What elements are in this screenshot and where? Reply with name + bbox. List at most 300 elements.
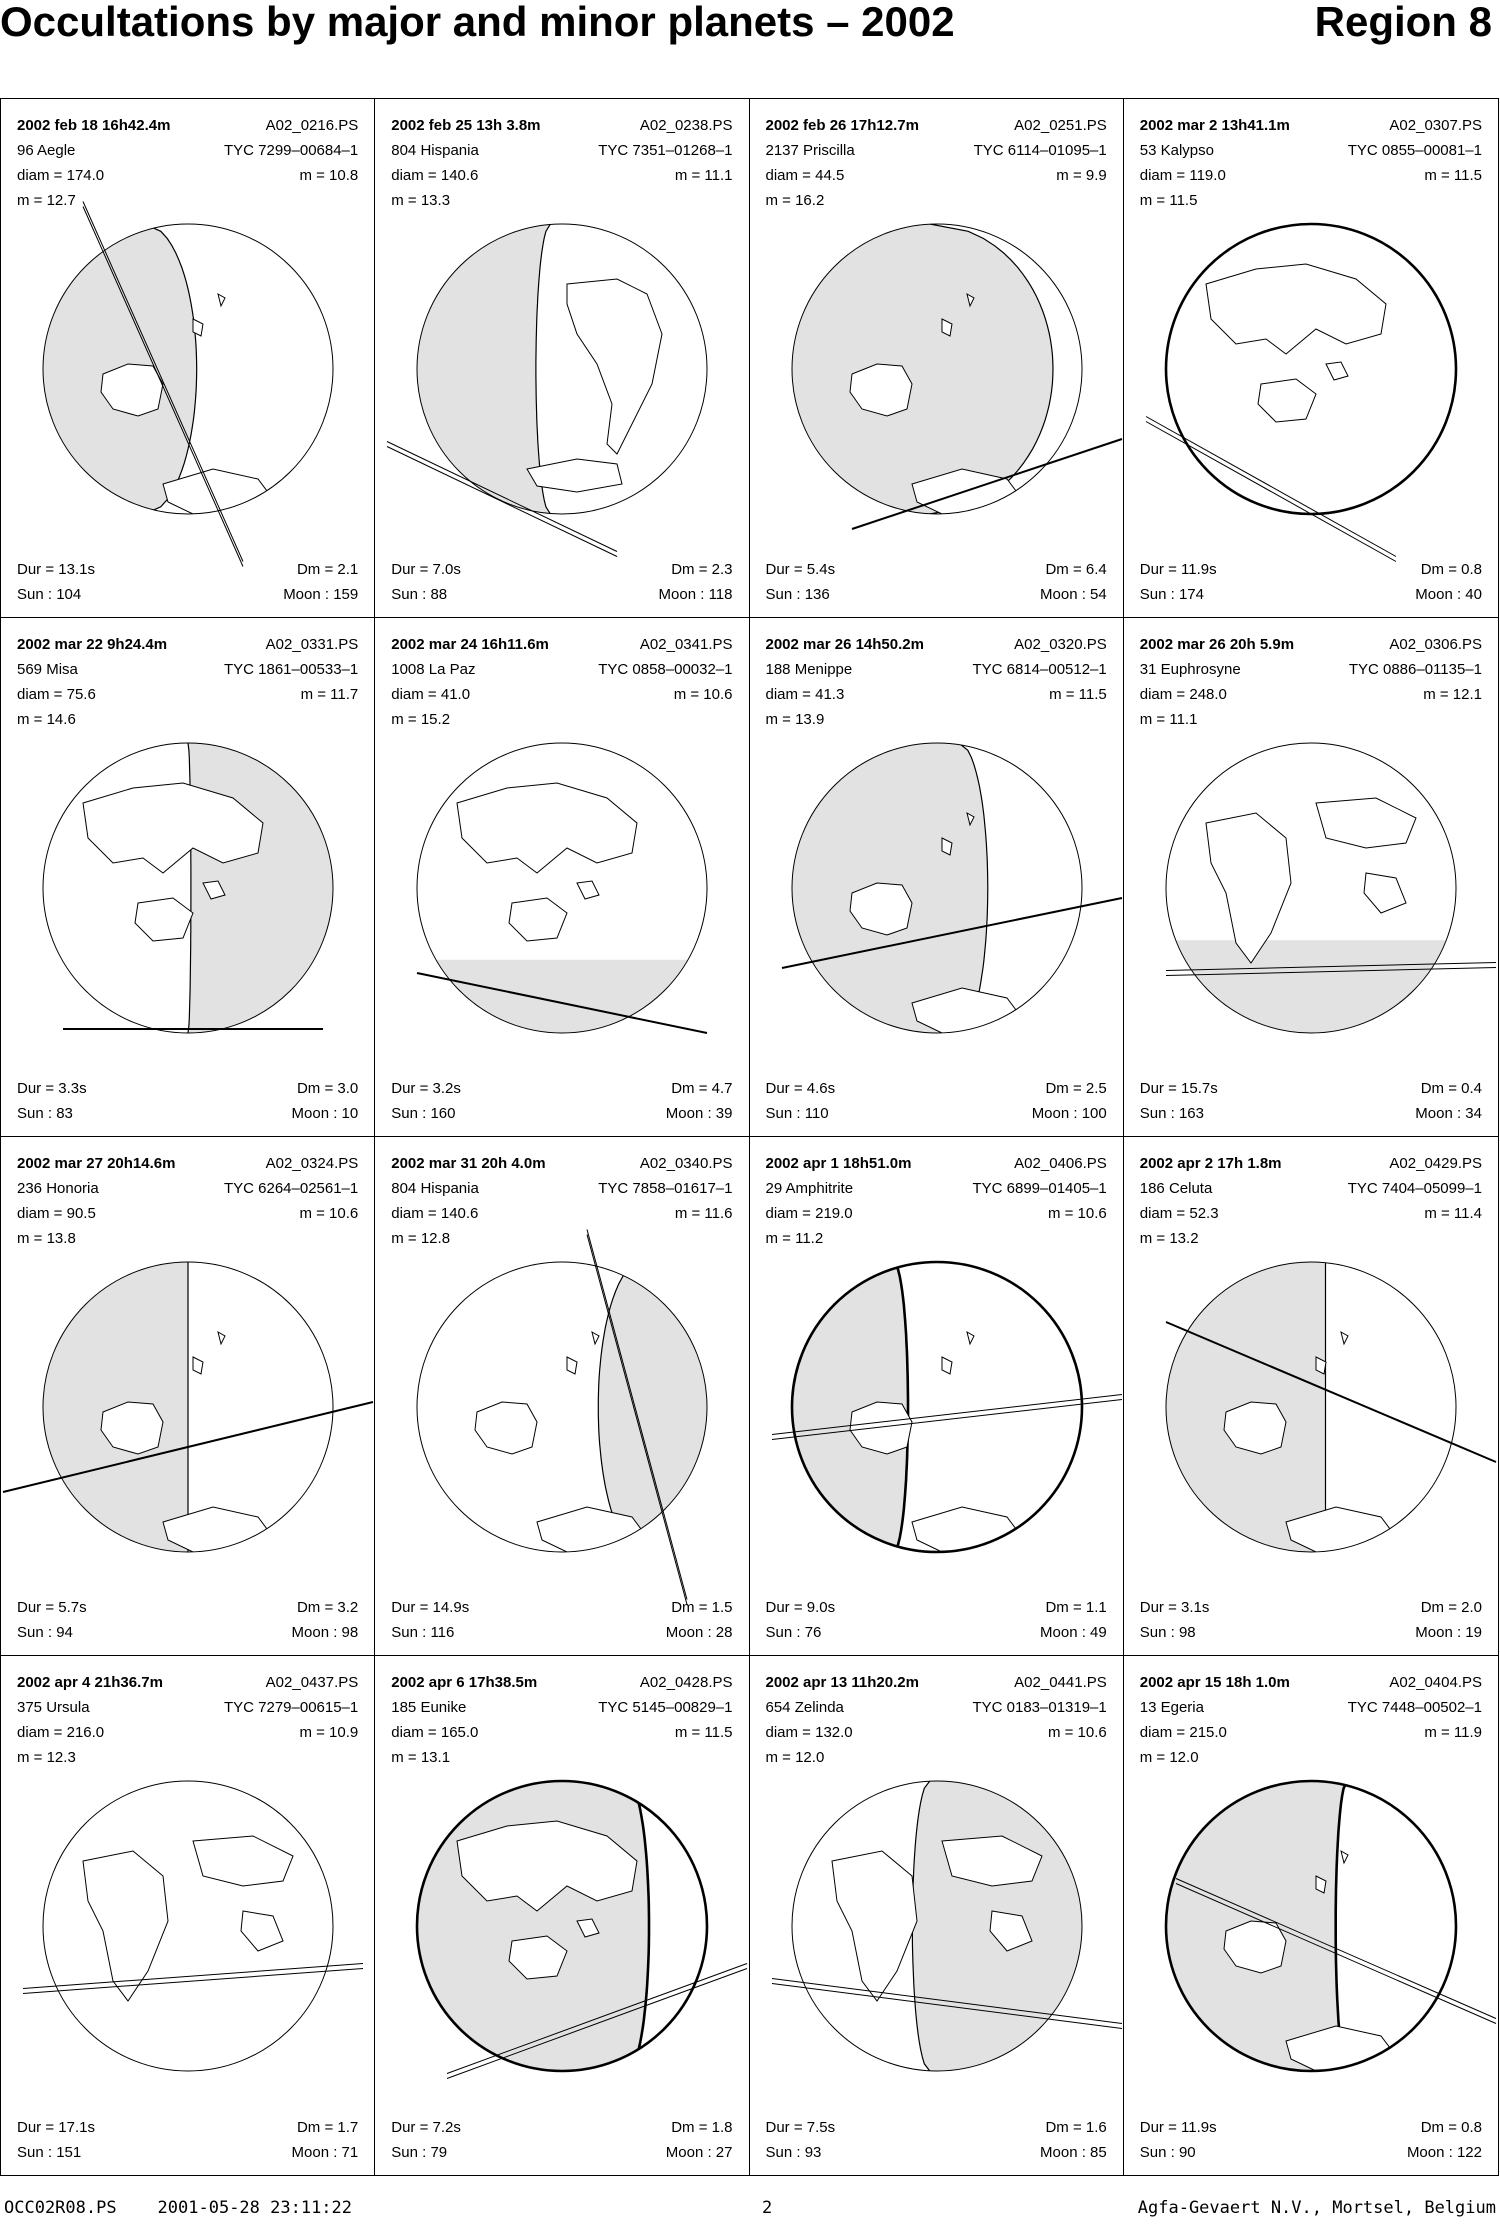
magnitude-drop: Dm = 2.5 xyxy=(1045,1080,1107,1097)
info-row xyxy=(766,117,1107,135)
shadow-track-line xyxy=(1146,422,1396,562)
info-row xyxy=(766,1724,1107,1742)
star-id: TYC 6114–01095–1 xyxy=(973,142,1107,159)
globe-diagram xyxy=(1166,224,1456,514)
asteroid-name: 96 Aegle xyxy=(17,142,76,159)
globe-container xyxy=(1166,224,1456,514)
info-row xyxy=(766,1080,1107,1098)
info-row xyxy=(391,1230,732,1248)
info-row xyxy=(391,1205,732,1223)
globe-diagram xyxy=(417,1781,707,2071)
info-row xyxy=(766,1624,1107,1642)
asteroid-magnitude: m = 12.0 xyxy=(1139,1749,1199,1766)
globe-diagram xyxy=(43,224,333,514)
info-row xyxy=(17,686,358,704)
globe-container xyxy=(1166,743,1456,1033)
event-file: A02_0428.PS xyxy=(639,1674,733,1691)
info-row xyxy=(766,636,1107,654)
globe-container xyxy=(792,743,1082,1033)
info-row xyxy=(17,142,358,160)
info-row xyxy=(391,1080,732,1098)
magnitude-drop: Dm = 2.1 xyxy=(296,561,359,578)
info-row xyxy=(17,1624,358,1642)
star-magnitude: m = 11.4 xyxy=(1424,1205,1482,1222)
info-row xyxy=(391,117,732,135)
info-row xyxy=(1140,1080,1482,1098)
info-row xyxy=(1140,192,1482,210)
duration: Dur = 7.2s xyxy=(391,2119,461,2136)
info-row xyxy=(1140,1155,1482,1173)
footer-publisher: Agfa-Gevaert N.V., Mortsel, Belgium xyxy=(1137,2198,1496,2218)
asteroid-name: 804 Hispania xyxy=(391,142,479,159)
star-magnitude: m = 11.5 xyxy=(1049,686,1107,703)
occultation-panel xyxy=(1,1656,375,2175)
moon-elongation: Moon : 100 xyxy=(1031,1105,1107,1122)
asteroid-magnitude: m = 11.1 xyxy=(1139,711,1198,728)
moon-elongation: Moon : 28 xyxy=(665,1624,733,1641)
asteroid-name: 375 Ursula xyxy=(17,1699,90,1716)
globe-container xyxy=(792,1781,1082,2071)
asteroid-magnitude: m = 13.3 xyxy=(391,192,451,209)
event-file: A02_0307.PS xyxy=(1389,117,1482,134)
asteroid-name: 654 Zelinda xyxy=(765,1699,844,1716)
info-row xyxy=(17,586,358,604)
landmass-outline xyxy=(577,881,599,899)
event-datetime: 2002 mar 24 16h11.6m xyxy=(391,636,549,653)
landmass-outline xyxy=(218,1332,225,1344)
info-row xyxy=(391,1155,732,1173)
asteroid-name: 185 Eunike xyxy=(391,1699,467,1716)
duration: Dur = 3.1s xyxy=(1139,1599,1210,1616)
star-magnitude: m = 10.6 xyxy=(1047,1205,1107,1222)
globe-diagram xyxy=(417,743,707,1033)
info-row xyxy=(766,661,1107,679)
info-row xyxy=(391,1699,732,1717)
asteroid-name: 236 Honoria xyxy=(17,1180,99,1197)
info-row xyxy=(1140,1205,1482,1223)
asteroid-magnitude: m = 16.2 xyxy=(765,192,825,209)
duration: Dur = 4.6s xyxy=(765,1080,836,1097)
duration: Dur = 17.1s xyxy=(17,2119,95,2136)
sun-elongation: Sun : 93 xyxy=(765,2144,822,2161)
occultation-panel xyxy=(750,1137,1124,1656)
event-file: A02_0341.PS xyxy=(639,636,733,653)
landmass-outline xyxy=(193,1357,203,1374)
globe-diagram xyxy=(43,743,333,1033)
duration: Dur = 11.9s xyxy=(1139,2119,1217,2136)
star-id: TYC 6899–01405–1 xyxy=(972,1180,1107,1197)
asteroid-diameter: diam = 248.0 xyxy=(1139,686,1227,703)
landmass-outline xyxy=(592,1332,599,1344)
event-datetime: 2002 mar 27 20h14.6m xyxy=(17,1155,176,1172)
duration: Dur = 15.7s xyxy=(1139,1080,1218,1097)
landmass-outline xyxy=(241,1911,283,1951)
info-row xyxy=(391,142,732,160)
info-row xyxy=(1140,686,1482,704)
asteroid-magnitude: m = 11.2 xyxy=(765,1230,824,1247)
asteroid-diameter: diam = 52.3 xyxy=(1139,1205,1219,1222)
asteroid-diameter: diam = 165.0 xyxy=(391,1724,479,1741)
landmass-outline xyxy=(567,1357,577,1374)
star-magnitude: m = 10.6 xyxy=(1047,1724,1107,1741)
magnitude-drop: Dm = 4.7 xyxy=(671,1080,733,1097)
info-row xyxy=(1140,661,1482,679)
landmass-outline xyxy=(1341,1851,1348,1863)
asteroid-name: 2137 Priscilla xyxy=(765,142,855,159)
globe-diagram xyxy=(43,1262,333,1552)
asteroid-diameter: diam = 174.0 xyxy=(17,167,105,184)
star-magnitude: m = 11.5 xyxy=(674,1724,733,1741)
globe-diagram xyxy=(792,743,1082,1033)
moon-elongation: Moon : 39 xyxy=(665,1105,733,1122)
event-file: A02_0306.PS xyxy=(1389,636,1482,653)
globe-outline xyxy=(43,1781,333,2071)
info-row xyxy=(766,1230,1107,1248)
star-id: TYC 0886–01135–1 xyxy=(1348,661,1482,678)
globe-diagram xyxy=(792,1262,1082,1552)
info-row xyxy=(766,1749,1107,1767)
moon-elongation: Moon : 10 xyxy=(291,1105,359,1122)
info-row xyxy=(1140,1624,1482,1642)
occultation-panel xyxy=(750,1656,1124,2175)
occultation-panel xyxy=(375,618,749,1137)
asteroid-diameter: diam = 216.0 xyxy=(17,1724,105,1741)
event-datetime: 2002 mar 26 14h50.2m xyxy=(765,636,924,653)
globe-diagram xyxy=(792,1781,1082,2071)
event-file: A02_0441.PS xyxy=(1014,1674,1107,1691)
info-row xyxy=(17,1674,358,1692)
info-row xyxy=(391,1624,732,1642)
info-row xyxy=(766,1205,1107,1223)
event-file: A02_0324.PS xyxy=(265,1155,359,1172)
page-footer xyxy=(0,2198,1500,2220)
occultation-panel xyxy=(750,99,1124,618)
asteroid-name: 186 Celuta xyxy=(1139,1180,1213,1197)
magnitude-drop: Dm = 0.8 xyxy=(1420,2119,1482,2136)
sun-elongation: Sun : 98 xyxy=(1139,1624,1196,1641)
asteroid-diameter: diam = 215.0 xyxy=(1139,1724,1227,1741)
moon-elongation: Moon : 34 xyxy=(1415,1105,1482,1122)
star-magnitude: m = 10.8 xyxy=(299,167,359,184)
info-row xyxy=(391,711,732,729)
info-row xyxy=(391,2144,732,2162)
star-magnitude: m = 10.9 xyxy=(299,1724,359,1741)
asteroid-magnitude: m = 11.5 xyxy=(1139,192,1198,209)
occultation-panel xyxy=(375,1656,749,2175)
magnitude-drop: Dm = 1.5 xyxy=(671,1599,733,1616)
footer-page-number: 2 xyxy=(762,2198,773,2218)
info-row xyxy=(1140,2144,1482,2162)
info-row xyxy=(17,2144,358,2162)
star-magnitude: m = 10.6 xyxy=(673,686,733,703)
asteroid-diameter: diam = 219.0 xyxy=(765,1205,853,1222)
event-datetime: 2002 feb 26 17h12.7m xyxy=(765,117,919,134)
info-row xyxy=(391,1105,732,1123)
info-row xyxy=(766,1674,1107,1692)
info-row xyxy=(766,1155,1107,1173)
occultation-panel xyxy=(1124,618,1498,1137)
event-file: A02_0331.PS xyxy=(265,636,359,653)
info-row xyxy=(1140,2119,1482,2137)
duration: Dur = 5.7s xyxy=(17,1599,87,1616)
info-row xyxy=(766,142,1107,160)
star-id: TYC 5145–00829–1 xyxy=(598,1699,733,1716)
info-row xyxy=(1140,1724,1482,1742)
landmass-outline xyxy=(1326,362,1348,380)
info-row xyxy=(17,1155,358,1173)
info-row xyxy=(391,561,732,579)
star-magnitude: m = 11.7 xyxy=(300,686,359,703)
asteroid-diameter: diam = 44.5 xyxy=(765,167,845,184)
info-row xyxy=(17,1180,358,1198)
info-row xyxy=(766,2119,1107,2137)
landmass-outline xyxy=(832,1851,917,2001)
globe-diagram xyxy=(43,1781,333,2071)
info-row xyxy=(766,711,1107,729)
globe-container xyxy=(1166,1262,1456,1552)
info-row xyxy=(1140,1749,1482,1767)
event-file: A02_0251.PS xyxy=(1014,117,1107,134)
duration: Dur = 5.4s xyxy=(765,561,836,578)
magnitude-drop: Dm = 2.3 xyxy=(671,561,733,578)
info-row xyxy=(17,1599,358,1617)
globe-container xyxy=(417,1781,707,2071)
event-file: A02_0429.PS xyxy=(1389,1155,1482,1172)
asteroid-diameter: diam = 75.6 xyxy=(17,686,96,703)
moon-elongation: Moon : 118 xyxy=(658,586,733,603)
info-row xyxy=(391,192,732,210)
magnitude-drop: Dm = 0.8 xyxy=(1420,561,1482,578)
star-id: TYC 0183–01319–1 xyxy=(972,1699,1107,1716)
occultation-panel xyxy=(1124,1656,1498,2175)
magnitude-drop: Dm = 3.0 xyxy=(296,1080,359,1097)
info-row xyxy=(1140,586,1482,604)
info-row xyxy=(766,192,1107,210)
landmass-outline xyxy=(967,1332,974,1344)
moon-elongation: Moon : 49 xyxy=(1040,1624,1107,1641)
asteroid-magnitude: m = 14.6 xyxy=(17,711,76,728)
moon-elongation: Moon : 19 xyxy=(1415,1624,1482,1641)
landmass-outline xyxy=(509,898,567,941)
sun-elongation: Sun : 151 xyxy=(17,2144,82,2161)
occultation-panel xyxy=(1,1137,375,1656)
info-row xyxy=(766,167,1107,185)
magnitude-drop: Dm = 1.6 xyxy=(1045,2119,1107,2136)
star-id: TYC 7279–00615–1 xyxy=(223,1699,359,1716)
info-row xyxy=(1140,636,1482,654)
asteroid-magnitude: m = 12.0 xyxy=(765,1749,825,1766)
info-row xyxy=(17,2119,358,2137)
asteroid-name: 53 Kalypso xyxy=(1139,142,1214,159)
occultation-panel xyxy=(1,618,375,1137)
moon-elongation: Moon : 122 xyxy=(1406,2144,1482,2161)
occultation-panel xyxy=(1124,1137,1498,1656)
info-row xyxy=(1140,1180,1482,1198)
event-datetime: 2002 feb 18 16h42.4m xyxy=(17,117,171,134)
sun-elongation: Sun : 104 xyxy=(17,586,82,603)
event-datetime: 2002 apr 1 18h51.0m xyxy=(765,1155,912,1172)
info-row xyxy=(1140,167,1482,185)
info-row xyxy=(1140,711,1482,729)
info-row xyxy=(1140,1599,1482,1617)
magnitude-drop: Dm = 1.8 xyxy=(671,2119,733,2136)
info-row xyxy=(391,586,732,604)
duration: Dur = 3.2s xyxy=(391,1080,461,1097)
globe-diagram xyxy=(1166,1262,1456,1552)
magnitude-drop: Dm = 1.1 xyxy=(1045,1599,1107,1616)
star-id: TYC 7351–01268–1 xyxy=(598,142,733,159)
info-row xyxy=(1140,1230,1482,1248)
night-side-shading xyxy=(782,224,1053,514)
info-row xyxy=(17,661,358,679)
landmass-outline xyxy=(567,279,662,454)
event-datetime: 2002 apr 4 21h36.7m xyxy=(17,1674,163,1691)
info-row xyxy=(391,2119,732,2137)
globe-diagram xyxy=(1166,743,1456,1033)
event-datetime: 2002 mar 31 20h 4.0m xyxy=(391,1155,546,1172)
event-file: A02_0340.PS xyxy=(639,1155,733,1172)
event-datetime: 2002 apr 6 17h38.5m xyxy=(391,1674,538,1691)
event-file: A02_0216.PS xyxy=(265,117,359,134)
event-datetime: 2002 mar 26 20h 5.9m xyxy=(1139,636,1295,653)
occultation-panel xyxy=(1,99,375,618)
info-row xyxy=(766,1599,1107,1617)
asteroid-diameter: diam = 41.0 xyxy=(391,686,471,703)
duration: Dur = 14.9s xyxy=(391,1599,470,1616)
star-magnitude: m = 11.5 xyxy=(1424,167,1482,184)
star-id: TYC 7858–01617–1 xyxy=(598,1180,733,1197)
asteroid-name: 188 Menippe xyxy=(765,661,853,678)
event-file: A02_0437.PS xyxy=(265,1674,359,1691)
event-datetime: 2002 feb 25 13h 3.8m xyxy=(391,117,541,134)
shadow-track-line xyxy=(23,1964,363,1989)
event-datetime: 2002 apr 15 18h 1.0m xyxy=(1139,1674,1290,1691)
magnitude-drop: Dm = 6.4 xyxy=(1045,561,1107,578)
info-row xyxy=(17,117,358,135)
star-id: TYC 1861–00533–1 xyxy=(223,661,359,678)
event-file: A02_0320.PS xyxy=(1014,636,1107,653)
info-row xyxy=(391,661,732,679)
magnitude-drop: Dm = 2.0 xyxy=(1420,1599,1482,1616)
landmass-outline xyxy=(1341,1332,1348,1344)
event-file: A02_0406.PS xyxy=(1014,1155,1107,1172)
event-datetime: 2002 apr 2 17h 1.8m xyxy=(1139,1155,1282,1172)
star-magnitude: m = 9.9 xyxy=(1056,167,1107,184)
event-datetime: 2002 mar 22 9h24.4m xyxy=(17,636,168,653)
asteroid-magnitude: m = 13.2 xyxy=(1139,1230,1199,1247)
info-row xyxy=(766,686,1107,704)
shadow-track-line xyxy=(23,1969,363,1994)
magnitude-drop: Dm = 3.2 xyxy=(296,1599,359,1616)
info-row xyxy=(391,167,732,185)
info-row xyxy=(17,1699,358,1717)
sun-elongation: Sun : 88 xyxy=(391,586,448,603)
asteroid-magnitude: m = 13.9 xyxy=(765,711,825,728)
asteroid-magnitude: m = 12.7 xyxy=(17,192,76,209)
moon-elongation: Moon : 159 xyxy=(283,586,359,603)
landmass-outline xyxy=(1364,873,1406,913)
duration: Dur = 7.5s xyxy=(765,2119,836,2136)
sun-elongation: Sun : 110 xyxy=(765,1105,829,1122)
sun-elongation: Sun : 174 xyxy=(1139,586,1204,603)
asteroid-magnitude: m = 12.3 xyxy=(17,1749,76,1766)
info-row xyxy=(17,636,358,654)
star-id: TYC 7448–00502–1 xyxy=(1347,1699,1482,1716)
magnitude-drop: Dm = 0.4 xyxy=(1420,1080,1482,1097)
info-row xyxy=(1140,1674,1482,1692)
star-magnitude: m = 11.9 xyxy=(1424,1724,1482,1741)
asteroid-name: 804 Hispania xyxy=(391,1180,479,1197)
moon-elongation: Moon : 98 xyxy=(291,1624,359,1641)
night-side-shading xyxy=(33,1262,188,1552)
footer-file-and-time: OCC02R08.PS 2001-05-28 23:11:22 xyxy=(4,2198,353,2218)
duration: Dur = 7.0s xyxy=(391,561,461,578)
occultation-panel xyxy=(1124,99,1498,618)
asteroid-name: 569 Misa xyxy=(17,661,78,678)
asteroid-magnitude: m = 13.1 xyxy=(391,1749,451,1766)
asteroid-diameter: diam = 119.0 xyxy=(1139,167,1226,184)
asteroid-name: 29 Amphitrite xyxy=(765,1180,854,1197)
occultation-panel xyxy=(750,618,1124,1137)
landmass-outline xyxy=(942,1357,952,1374)
info-row xyxy=(17,1230,358,1248)
asteroid-diameter: diam = 140.6 xyxy=(391,167,479,184)
info-row xyxy=(1140,117,1482,135)
landmass-outline xyxy=(193,1836,293,1886)
globe-diagram xyxy=(417,224,707,514)
globe-container xyxy=(43,224,333,514)
sun-elongation: Sun : 163 xyxy=(1139,1105,1204,1122)
star-id: TYC 7299–00684–1 xyxy=(223,142,359,159)
event-file: A02_0404.PS xyxy=(1389,1674,1482,1691)
info-row xyxy=(766,1180,1107,1198)
event-datetime: 2002 apr 13 11h20.2m xyxy=(765,1674,919,1691)
event-datetime: 2002 mar 2 13h41.1m xyxy=(1139,117,1290,134)
asteroid-magnitude: m = 13.8 xyxy=(17,1230,76,1247)
asteroid-magnitude: m = 12.8 xyxy=(391,1230,451,1247)
info-row xyxy=(17,1205,358,1223)
occultation-panel xyxy=(375,99,749,618)
star-magnitude: m = 11.1 xyxy=(674,167,733,184)
landmass-outline xyxy=(527,459,622,492)
asteroid-name: 31 Euphrosyne xyxy=(1139,661,1241,678)
info-row xyxy=(391,686,732,704)
moon-elongation: Moon : 27 xyxy=(665,2144,733,2161)
moon-elongation: Moon : 85 xyxy=(1040,2144,1107,2161)
star-id: TYC 7404–05099–1 xyxy=(1347,1180,1482,1197)
region-label: Region 8 xyxy=(1314,0,1492,45)
info-row xyxy=(766,1105,1107,1123)
info-row xyxy=(1140,1699,1482,1717)
info-row xyxy=(766,2144,1107,2162)
landmass-outline xyxy=(1316,798,1416,848)
occultation-panel xyxy=(375,1137,749,1656)
asteroid-diameter: diam = 41.3 xyxy=(765,686,845,703)
info-row xyxy=(17,711,358,729)
globe-diagram xyxy=(417,1262,707,1552)
moon-elongation: Moon : 40 xyxy=(1415,586,1482,603)
star-id: TYC 0855–00081–1 xyxy=(1347,142,1482,159)
globe-container xyxy=(43,743,333,1033)
duration: Dur = 3.3s xyxy=(17,1080,87,1097)
sun-elongation: Sun : 90 xyxy=(1139,2144,1196,2161)
asteroid-name: 1008 La Paz xyxy=(391,661,476,678)
globe-container xyxy=(792,224,1082,514)
occultation-grid xyxy=(0,98,1499,2176)
landmass-outline xyxy=(457,783,637,873)
globe-container xyxy=(417,224,707,514)
info-row xyxy=(17,1080,358,1098)
